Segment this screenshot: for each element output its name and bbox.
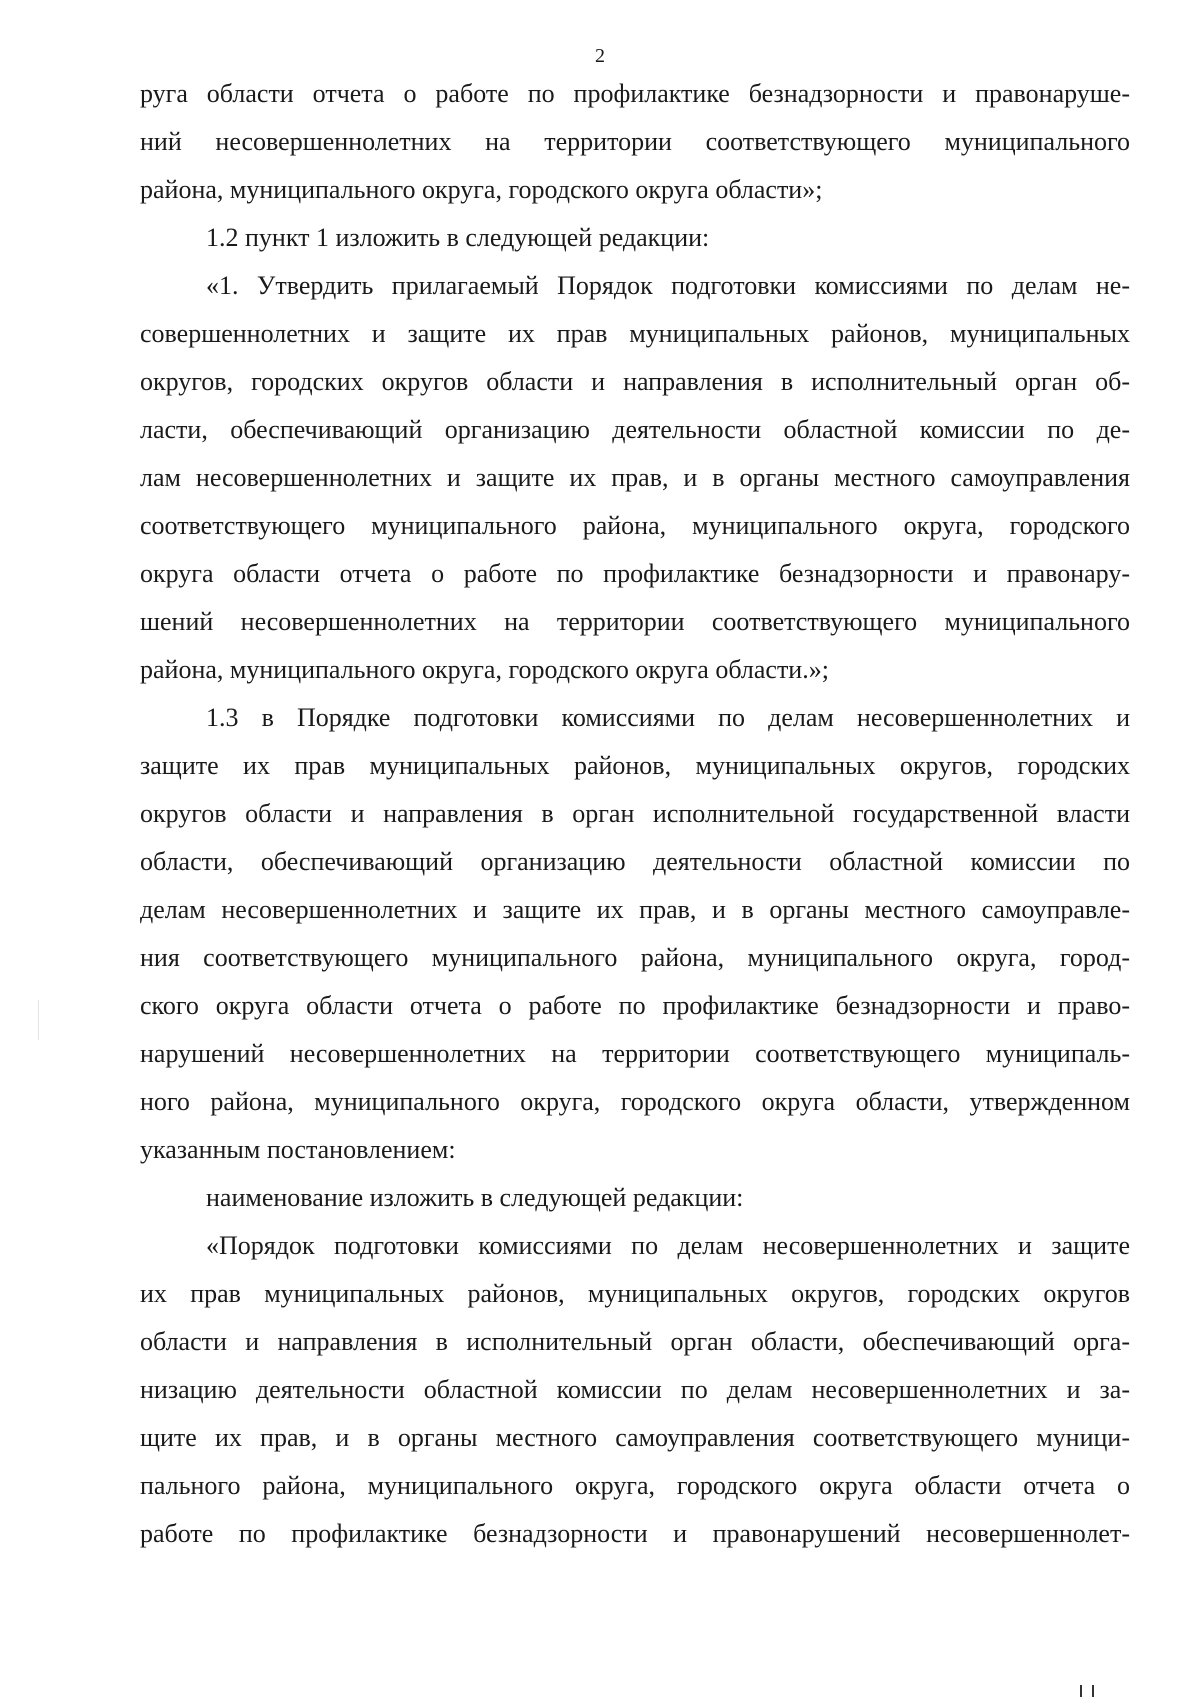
text-line: их прав муниципальных районов, муниципальных округов, городских округов bbox=[140, 1279, 1130, 1308]
text-line: защите их прав муниципальных районов, муниципальных округов, городских bbox=[140, 751, 1130, 780]
document-body bbox=[140, 70, 1130, 1558]
paragraph-item-1-3: 1.3 в Порядке подготовки комиссиями по делам несовершеннолетних и bbox=[206, 703, 1130, 732]
text-line: округа области отчета о работе по профилактике безнадзорности и правонару- bbox=[140, 559, 1130, 588]
text-line: района, муниципального округа, городского округа области»; bbox=[140, 175, 823, 204]
text-line: работе по профилактике безнадзорности и правонарушений несовершеннолет- bbox=[140, 1519, 1130, 1548]
text-line: «1. Утвердить прилагаемый Порядок подготовки комиссиями по делам не- bbox=[206, 271, 1130, 300]
text-line: округов, городских округов области и направления в исполнительный орган об- bbox=[140, 367, 1130, 396]
text-line: округов области и направления в орган исполнительной государственной власти bbox=[140, 799, 1130, 828]
page-number: 2 bbox=[595, 45, 605, 67]
corner-scan-mark bbox=[1078, 1683, 1104, 1697]
text-line: ласти, обеспечивающий организацию деятельности областной комиссии по де- bbox=[140, 415, 1130, 444]
text-line: соответствующего муниципального района, муниципального округа, городского bbox=[140, 511, 1130, 540]
text-line: щите их прав, и в органы местного самоуправления соответствующего муници- bbox=[140, 1423, 1130, 1452]
paragraph-item-1-2: 1.2 пункт 1 изложить в следующей редакции: bbox=[206, 223, 710, 252]
text-line: области, обеспечивающий организацию деятельности областной комиссии по bbox=[140, 847, 1130, 876]
text-line: ного района, муниципального округа, городского округа области, утвержденном bbox=[140, 1087, 1130, 1116]
text-line: совершеннолетних и защите их прав муниципальных районов, муниципальных bbox=[140, 319, 1130, 348]
text-line: ния соответствующего муниципального района, муниципального округа, город- bbox=[140, 943, 1130, 972]
scan-edge-mark bbox=[38, 1000, 39, 1040]
text-line: области и направления в исполнительный орган области, обеспечивающий орга- bbox=[140, 1327, 1130, 1356]
text-line: ний несовершеннолетних на территории соответствующего муниципального bbox=[140, 127, 1130, 156]
text-line: делам несовершеннолетних и защите их прав, и в органы местного самоуправле- bbox=[140, 895, 1130, 924]
text-line: пального района, муниципального округа, городского округа области отчета о bbox=[140, 1471, 1130, 1500]
text-line: ского округа области отчета о работе по профилактике безнадзорности и право- bbox=[140, 991, 1130, 1020]
text-line: шений несовершеннолетних на территории соответствующего муниципального bbox=[140, 607, 1130, 636]
text-line: нарушений несовершеннолетних на территории соответствующего муниципаль- bbox=[140, 1039, 1130, 1068]
text-line: указанным постановлением: bbox=[140, 1135, 456, 1164]
text-line: «Порядок подготовки комиссиями по делам несовершеннолетних и защите bbox=[206, 1231, 1130, 1260]
text-line: низацию деятельности областной комиссии по делам несовершеннолетних и за- bbox=[140, 1375, 1130, 1404]
text-line: руга области отчета о работе по профилактике безнадзорности и правонаруше- bbox=[140, 79, 1130, 108]
paragraph-title-instruction: наименование изложить в следующей редакции: bbox=[206, 1183, 744, 1212]
text-line: района, муниципального округа, городского округа области.»; bbox=[140, 655, 829, 684]
text-line: лам несовершеннолетних и защите их прав, и в органы местного самоуправления bbox=[140, 463, 1130, 492]
